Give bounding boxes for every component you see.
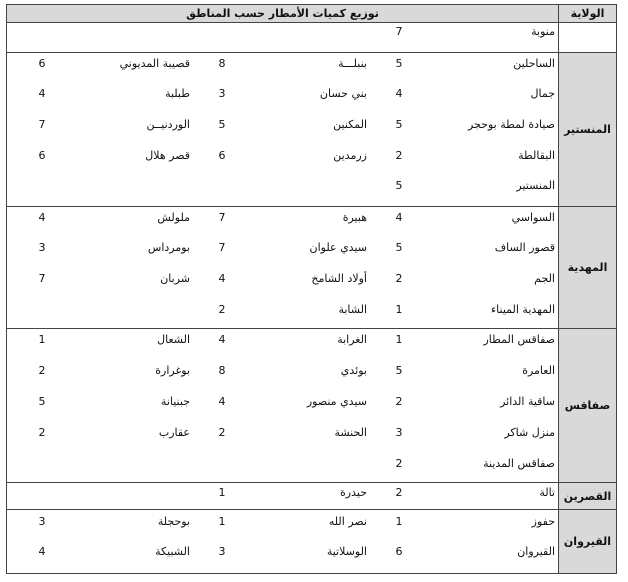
station-name: شربان [160, 272, 190, 285]
rainfall-value: 7 [38, 272, 46, 285]
station-name: بنبلـــة [338, 57, 367, 70]
station-name: هبيرة [342, 211, 367, 224]
rainfall-value: 2 [38, 426, 46, 439]
rainfall-table [6, 4, 617, 574]
rainfall-value: 4 [395, 87, 403, 100]
station-name: قصر هلال [145, 149, 190, 162]
rainfall-value: 1 [38, 333, 46, 346]
governorate-kairouan: القيروان [559, 509, 616, 573]
station-name: بوحجلة [157, 515, 190, 528]
station-name: أولاد الشامخ [311, 272, 367, 285]
rainfall-value: 7 [218, 241, 226, 254]
station-name: ساقية الدائر [500, 395, 555, 408]
rainfall-value: 1 [395, 515, 403, 528]
rainfall-value: 8 [218, 364, 226, 377]
governorate-monastir: المنستير [559, 52, 616, 206]
governorate-sfax: صفاقس [559, 328, 616, 482]
station-name: صفاقس المطار [483, 333, 555, 346]
rainfall-value: 5 [395, 364, 403, 377]
rainfall-value: 2 [218, 426, 226, 439]
rainfall-value: 2 [395, 486, 403, 499]
rainfall-value: 4 [38, 211, 46, 224]
station-name: صيادة لمطة بوحجر [467, 118, 555, 131]
rainfall-value: 1 [218, 486, 226, 499]
rainfall-value: 3 [38, 241, 46, 254]
rainfall-value: 4 [38, 87, 46, 100]
rainfall-value: 1 [395, 303, 403, 316]
station-name: قصيبة المديوني [119, 57, 190, 70]
station-name: منوبة [531, 25, 555, 38]
rainfall-value: 3 [218, 545, 226, 558]
station-name: بوئدي [340, 364, 367, 377]
station-name: بومرداس [147, 241, 190, 254]
rainfall-value: 8 [218, 57, 226, 70]
station-name: حفوز [531, 515, 555, 528]
station-name: المنستير [516, 179, 555, 192]
section-divider [7, 509, 559, 510]
rainfall-value: 1 [395, 333, 403, 346]
station-name: صفاقس المدينة [483, 457, 555, 470]
station-name: سيدي علوان [309, 241, 367, 254]
station-name: السواسي [511, 211, 555, 224]
station-name: جمال [530, 87, 555, 100]
rainfall-value: 7 [38, 118, 46, 131]
station-name: بني حسان [319, 87, 367, 100]
section-divider [7, 52, 559, 53]
station-name: القيروان [517, 545, 555, 558]
rainfall-value: 6 [218, 149, 226, 162]
section-divider [7, 206, 559, 207]
rainfall-value: 7 [395, 25, 403, 38]
rainfall-value: 6 [395, 545, 403, 558]
station-name: تالة [539, 486, 555, 499]
station-name: نصر الله [328, 515, 367, 528]
rainfall-value: 4 [218, 272, 226, 285]
rainfall-value: 6 [38, 57, 46, 70]
station-name: منزل شاكر [504, 426, 555, 439]
rainfall-value: 2 [395, 457, 403, 470]
station-name: الوردنيــن [146, 118, 190, 131]
rainfall-value: 5 [38, 395, 46, 408]
station-name: المهدية الميناء [491, 303, 555, 316]
station-name: زرمدين [333, 149, 367, 162]
rainfall-value: 3 [395, 426, 403, 439]
rainfall-value: 4 [395, 211, 403, 224]
station-name: المكنين [333, 118, 367, 131]
rainfall-value: 1 [218, 515, 226, 528]
station-name: حيدرة [340, 486, 367, 499]
station-name: الغرابة [337, 333, 367, 346]
station-name: عقارب [158, 426, 190, 439]
rainfall-value: 3 [38, 515, 46, 528]
station-name: الشابة [338, 303, 367, 316]
governorate-header: الولاية [559, 5, 616, 23]
governorate-mahdia: المهدية [559, 206, 616, 328]
station-name: بوغرارة [155, 364, 190, 377]
rainfall-value: 7 [218, 211, 226, 224]
rainfall-value: 2 [395, 272, 403, 285]
station-name: جبنيانة [160, 395, 190, 408]
table-title: توزيع كميات الأمطار حسب المناطق [7, 5, 559, 23]
rainfall-value: 2 [395, 395, 403, 408]
station-name: ملولش [157, 211, 190, 224]
station-name: الجم [534, 272, 555, 285]
rainfall-value: 5 [218, 118, 226, 131]
station-name: الوسلاتية [326, 545, 367, 558]
rainfall-value: 2 [395, 149, 403, 162]
station-name: الشعال [157, 333, 190, 346]
station-name: الساحلين [513, 57, 555, 70]
rainfall-value: 4 [218, 395, 226, 408]
section-divider [7, 328, 559, 329]
rainfall-value: 5 [395, 57, 403, 70]
rainfall-value: 2 [38, 364, 46, 377]
station-name: العامرة [522, 364, 555, 377]
rainfall-value: 2 [218, 303, 226, 316]
governorate-kasserine: القصرين [559, 482, 616, 509]
rainfall-value: 4 [218, 333, 226, 346]
station-name: قصور الساف [494, 241, 555, 254]
station-name: الحنشة [334, 426, 367, 439]
rainfall-value: 3 [218, 87, 226, 100]
rainfall-value: 4 [38, 545, 46, 558]
station-name: طبلبة [165, 87, 190, 100]
section-divider [7, 482, 559, 483]
rainfall-value: 5 [395, 118, 403, 131]
station-name: سيدي منصور [306, 395, 367, 408]
rainfall-value: 6 [38, 149, 46, 162]
rainfall-value: 5 [395, 241, 403, 254]
rainfall-value: 5 [395, 179, 403, 192]
station-name: البقالطة [518, 149, 555, 162]
station-name: الشبيكة [155, 545, 190, 558]
